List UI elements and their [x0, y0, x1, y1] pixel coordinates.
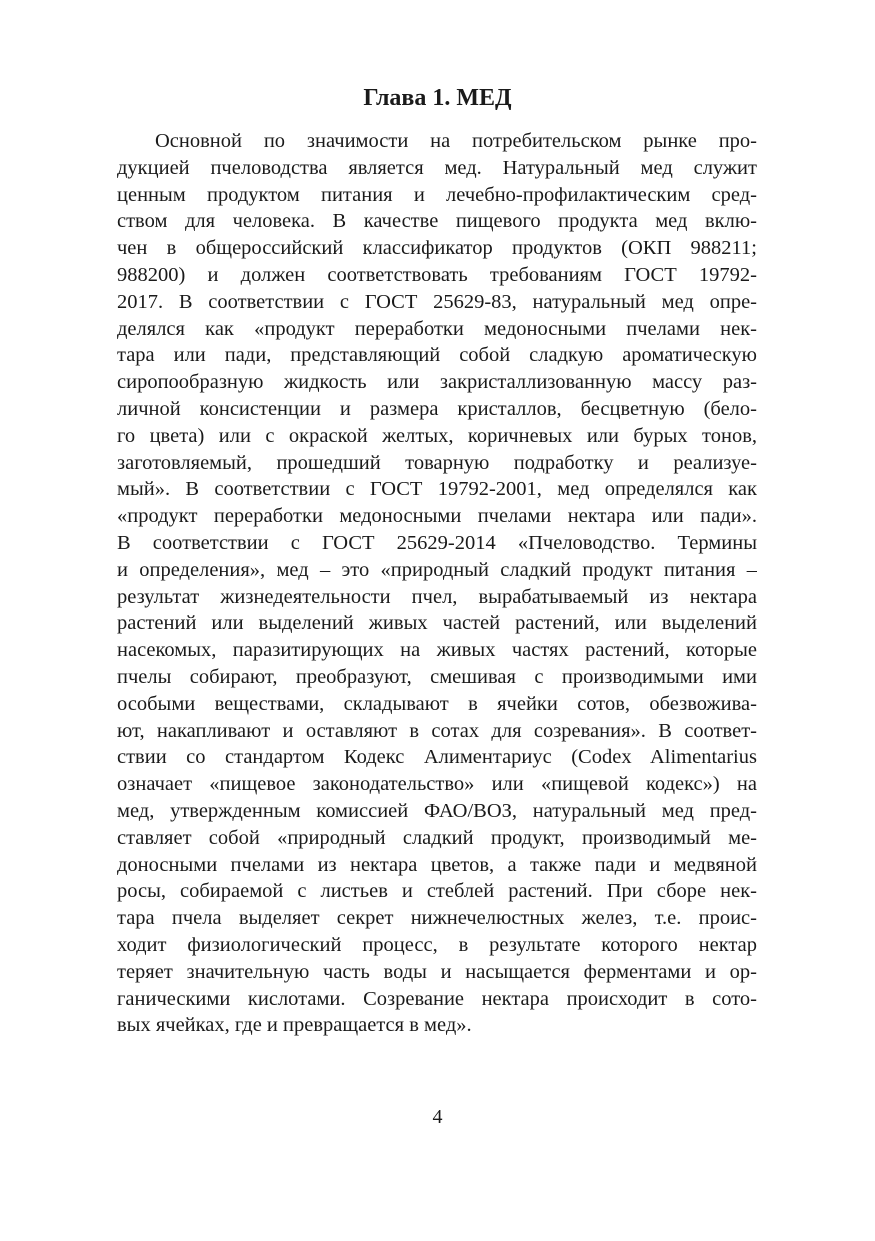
text-line: заготовляемый, прошедший товарную подработку и реализуе-	[117, 451, 757, 474]
text-line: насекомых, паразитирующих на живых частях растений, которые	[117, 639, 757, 662]
text-line: чен в общероссийский классификатор продуктов (ОКП 988211;	[117, 237, 757, 260]
text-line: ценным продуктом питания и лечебно-профилактическим сред-	[117, 183, 757, 206]
text-line: «продукт переработки медоносными пчелами нектара или пади».	[117, 505, 757, 528]
text-line: делялся как «продукт переработки медоносными пчелами нек-	[117, 317, 757, 340]
text-line: ствии со стандартом Кодекс Алиментариус (Codex Alimentarius	[117, 746, 757, 769]
text-line: результат жизнедеятельности пчел, вырабатываемый из нектара	[117, 585, 757, 608]
text-line: ставляет собой «природный сладкий продукт, производимый ме-	[117, 826, 757, 849]
text-line: особыми веществами, складывают в ячейки сотов, обезвожива-	[117, 692, 757, 715]
text-line: дукцией пчеловодства является мед. Натуральный мед служит	[117, 156, 757, 179]
text-line: и определения», мед – это «природный сладкий продукт питания –	[117, 558, 757, 581]
text-line: тара или пади, представляющий собой сладкую ароматическую	[117, 344, 757, 367]
chapter-title: Глава 1. МЕД	[363, 85, 512, 111]
text-line: теряет значительную часть воды и насыщается ферментами и ор-	[117, 960, 757, 983]
text-line: го цвета) или с окраской желтых, коричневых или бурых тонов,	[117, 424, 757, 447]
text-line: 988200) и должен соответствовать требованиям ГОСТ 19792-	[117, 263, 757, 286]
text-line: вых ячейках, где и превращается в мед».	[117, 1014, 472, 1037]
text-line: означает «пищевое законодательство» или «пищевой кодекс») на	[117, 773, 757, 796]
body-paragraph	[117, 128, 757, 1039]
text-line: росы, собираемой с листьев и стеблей растений. При сборе нек-	[117, 880, 757, 903]
text-line: растений или выделений живых частей растений, или выделений	[117, 612, 757, 635]
text-line: ством для человека. В качестве пищевого продукта мед вклю-	[117, 210, 757, 233]
text-line: мый». В соответствии с ГОСТ 19792-2001, мед определялся как	[117, 478, 757, 501]
text-line: Основной по значимости на потребительском рынке про-	[155, 130, 757, 152]
text-line: мед, утвержденным комиссией ФАО/ВОЗ, натуральный мед пред-	[117, 799, 757, 822]
text-line: ходит физиологический процесс, в результате которого нектар	[117, 933, 757, 956]
page-number: 4	[432, 1106, 443, 1128]
text-line: ют, накапливают и оставляют в сотах для созревания». В соответ-	[117, 719, 757, 742]
text-line: сиропообразную жидкость или закристаллизованную массу раз-	[117, 371, 757, 394]
text-line: 2017. В соответствии с ГОСТ 25629-83, натуральный мед опре-	[117, 290, 757, 313]
text-line: ганическими кислотами. Созревание нектара происходит в сото-	[117, 987, 757, 1010]
text-line: тара пчела выделяет секрет нижнечелюстных желез, т.е. проис-	[117, 907, 757, 930]
text-line: личной консистенции и размера кристаллов, бесцветную (бело-	[117, 397, 757, 420]
text-line: доносными пчелами из нектара цветов, а также пади и медвяной	[117, 853, 757, 876]
text-line: пчелы собирают, преобразуют, смешивая с производимыми ими	[117, 665, 757, 688]
text-line: В соответствии с ГОСТ 25629-2014 «Пчеловодство. Термины	[117, 531, 757, 554]
